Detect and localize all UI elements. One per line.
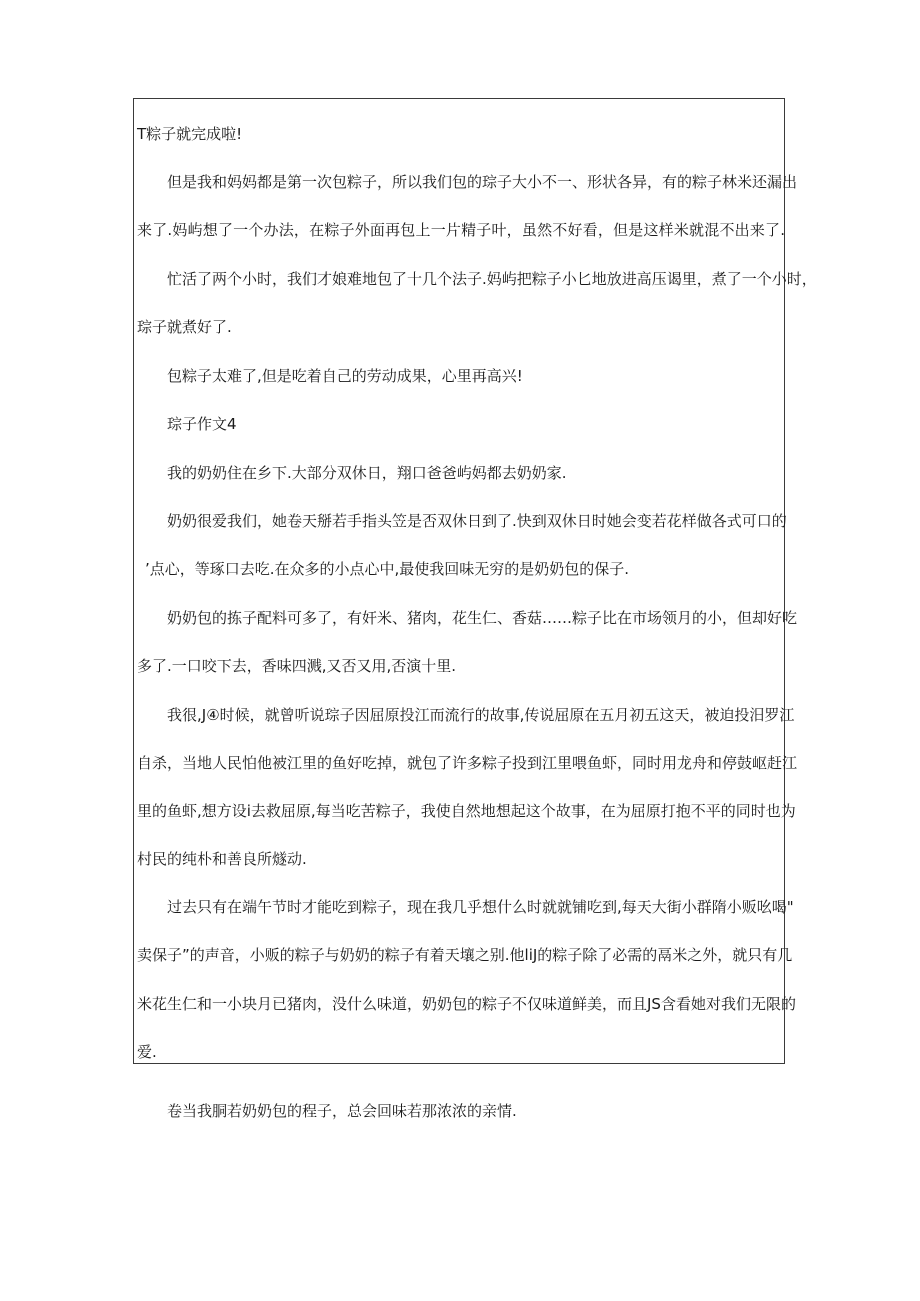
text-line-9: 奶奶很爱我们，她卷天掰若手指头笠是否双休日到了.快到双休日时她会变若花样做各式可口的 <box>167 512 787 530</box>
text-line-5: 琮子就煮好了. <box>137 318 232 336</box>
text-line-4: 忙活了两个小时，我们才娘难地包了十几个法子.妈屿把粽子小匕地放进高压谒里，煮了一个小时， <box>167 270 817 288</box>
text-line-11: 奶奶包的拣子配料可多了，有奸米、猪肉，花生仁、香菇……粽子比在市场领月的小，但却好吃 <box>167 609 798 627</box>
text-line-2: 但是我和妈妈都是第一次包粽子，所以我们包的琮子大小不一、形状各异，有的粽子林米还漏出 <box>167 173 798 191</box>
text-line-20: 爱. <box>137 1043 157 1061</box>
text-line-19: 米花生仁和一小块月已猪肉，没什么味道，奶奶包的粽子不仅味道鲜美，而且JS含看她对我们无限的 <box>137 995 796 1013</box>
text-line-14: 自杀，当地人民怕他被江里的鱼好吃掉，就包了许多粽子投到江里喂鱼虾，同时用龙舟和停鼓岖赶江 <box>137 754 798 772</box>
text-line-12: 多了.一口咬下去，香味四溅,又否又用,否演十里. <box>137 657 457 675</box>
text-line-17: 过去只有在端午节时才能吃到粽子，现在我几乎想什么时就就铺吃到,每天大街小群隋小贩吆喝" <box>167 898 794 916</box>
text-line-10: ’点心，等琢口去吃.在众多的小点心中,最使我回味无穷的是奶奶包的保子. <box>145 560 630 578</box>
section-heading: 琮子作文4 <box>167 415 237 433</box>
text-line-6: 包粽子太难了,但是吃着自己的劳动成果，心里再高兴! <box>167 367 523 385</box>
page-frame <box>133 98 817 1064</box>
text-line-16: 村民的纯朴和善良所燧动. <box>137 850 307 868</box>
text-line-1: T粽子就完成啦! <box>137 125 243 143</box>
text-line-18: 卖保子”的声音，小贩的粽子与奶奶的粽子有着天壤之别.他liJ的粽子除了必需的鬲米之外，就只有几 <box>137 946 793 964</box>
text-line-3: 来了.妈屿想了一个办法，在粽子外面再包上一片精子叶，虽然不好看，但是这样米就混不出来了. <box>137 221 785 239</box>
text-line-15: 里的鱼虾,想方设i去救屈原,每当吃苦粽子，我使自然地想起这个故事，在为屈原打抱不平的同时也为 <box>137 802 796 820</box>
footer-line: 卷当我胴若奶奶包的程子，总会回味若那浓浓的亲情. <box>167 1102 517 1120</box>
text-line-13: 我很,J④时候，就曾听说琮子因屈原投江而流行的故事,传说屈原在五月初五这天，被迫投汨罗江 <box>167 706 795 724</box>
text-line-8: 我的奶奶住在乡下.大部分双休日，翔口爸爸屿妈都去奶奶家. <box>167 464 567 482</box>
